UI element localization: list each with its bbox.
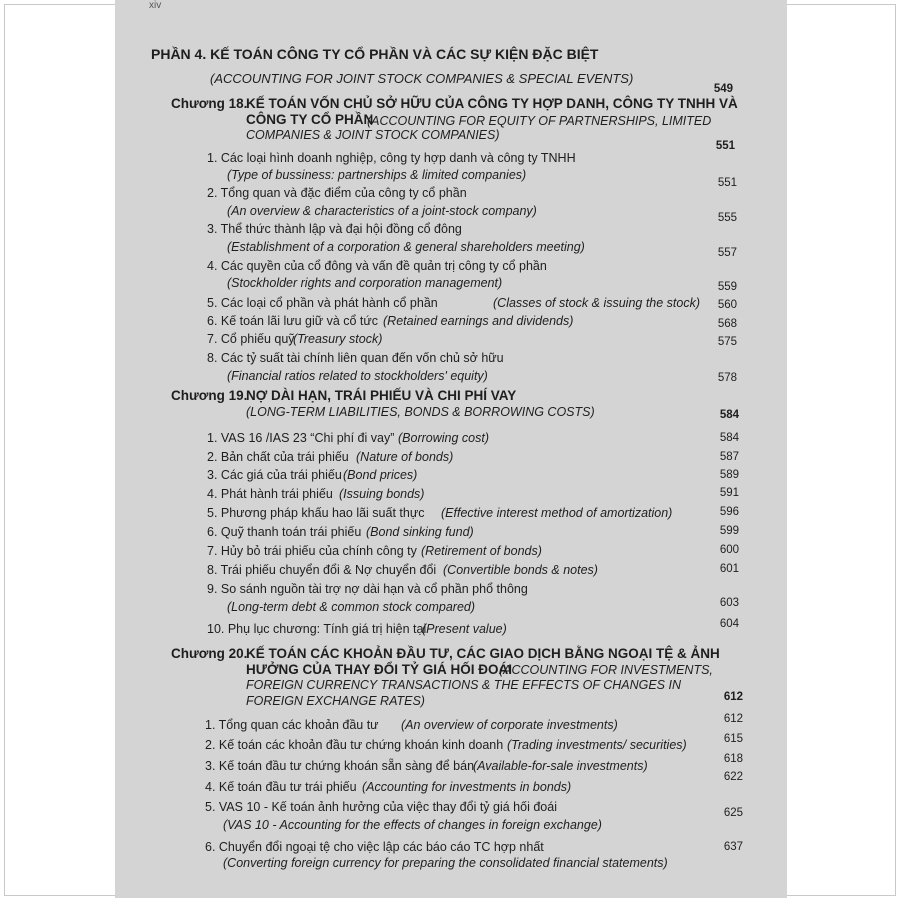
entry-page: 578: [717, 372, 737, 384]
entry-subtitle: (Stockholder rights and corporation management): [227, 276, 503, 290]
chapter-19-title-en: (LONG-TERM LIABILITIES, BONDS & BORROWING COSTS): [246, 405, 595, 419]
entry-subtitle: (Establishment of a corporation & general shareholders meeting): [227, 240, 585, 254]
entry-subtitle: (Issuing bonds): [339, 487, 425, 501]
chapter-18-title-line2: CÔNG TY CỔ PHẦN: [246, 112, 374, 127]
chapter-18-title-line1: KẾ TOÁN VỐN CHỦ SỞ HỮU CỦA CÔNG TY HỢP DANH, CÔNG TY TNHH VÀ: [246, 96, 738, 111]
entry-page: 555: [717, 212, 737, 224]
part-subtitle: (ACCOUNTING FOR JOINT STOCK COMPANIES & SPECIAL EVENTS): [210, 71, 634, 86]
entry-subtitle: (Type of bussiness: partnerships & limited companies): [227, 168, 527, 182]
entry-title: 7. Hủy bỏ trái phiếu của chính công ty: [207, 544, 417, 558]
chapter-18-page: 551: [715, 140, 735, 152]
entry-page: 600: [719, 544, 739, 556]
part-title: PHẦN 4. KẾ TOÁN CÔNG TY CỔ PHẦN VÀ CÁC SỰ KIỆN ĐẶC BIỆT: [151, 46, 599, 62]
entry-title: 6. Quỹ thanh toán trái phiếu: [207, 525, 362, 539]
entry-title: 4. Kế toán đầu tư trái phiếu: [205, 780, 357, 794]
entry-title: 3. Các giá của trái phiếu: [207, 468, 342, 482]
entry-page: 612: [723, 713, 743, 725]
entry-subtitle: (Borrowing cost): [398, 431, 489, 445]
entry-title: 8. Các tỷ suất tài chính liên quan đến vốn chủ sở hữu: [207, 351, 504, 365]
entry-subtitle: (Retirement of bonds): [421, 544, 542, 558]
chapter-19-title: NỢ DÀI HẠN, TRÁI PHIẾU VÀ CHI PHÍ VAY: [246, 388, 517, 403]
entry-title: 5. VAS 10 - Kế toán ảnh hưởng của việc thay đổi tỷ giá hối đoái: [205, 800, 557, 814]
entry-subtitle: (Converting foreign currency for preparing the consolidated financial statements): [223, 856, 668, 870]
entry-subtitle: (Nature of bonds): [356, 450, 454, 464]
entry-title: 4. Các quyền của cổ đông và vấn đề quản trị công ty cổ phần: [207, 259, 547, 273]
entry-title: 6. Kế toán lãi lưu giữ và cổ tức: [207, 314, 379, 328]
entry-title: 2. Tổng quan và đặc điểm của công ty cổ phần: [207, 186, 467, 200]
entry-title: 1. VAS 16 /IAS 23 “Chi phí đi vay”: [207, 431, 395, 445]
entry-page: 591: [719, 487, 739, 499]
entry-title: 1. Tổng quan các khoản đầu tư: [205, 718, 379, 732]
chapter-18-title-en-line1: (ACCOUNTING FOR EQUITY OF PARTNERSHIPS, LIMITED: [367, 114, 712, 128]
entry-page: 622: [723, 771, 743, 783]
entry-page: 589: [719, 469, 739, 481]
entry-page: 603: [719, 597, 739, 609]
chapter-18-title-en-line2: COMPANIES & JOINT STOCK COMPANIES): [246, 128, 500, 142]
entry-page: 599: [719, 525, 739, 537]
entry-title: 1. Các loại hình doanh nghiệp, công ty hợp danh và công ty TNHH: [207, 151, 576, 165]
entry-page: 560: [717, 299, 737, 311]
entry-subtitle: (Convertible bonds & notes): [443, 563, 598, 577]
entry-subtitle: (Accounting for investments in bonds): [362, 780, 572, 794]
entry-subtitle: (Bond prices): [343, 468, 418, 482]
entry-subtitle: (Long-term debt & common stock compared): [227, 600, 476, 614]
entry-subtitle: (Treasury stock): [293, 332, 383, 346]
entry-page: 575: [717, 336, 737, 348]
entry-subtitle: (Retained earnings and dividends): [383, 314, 574, 328]
entry-subtitle: (Effective interest method of amortization): [441, 506, 673, 520]
entry-subtitle: (Trading investments/ securities): [507, 738, 687, 752]
entry-page: 551: [717, 177, 737, 189]
entry-title: 7. Cổ phiếu quỹ: [207, 332, 295, 346]
entry-subtitle: (Available-for-sale investments): [473, 759, 648, 773]
entry-page: 637: [723, 841, 743, 853]
entry-subtitle: (Bond sinking fund): [366, 525, 474, 539]
entry-subtitle: (An overview of corporate investments): [401, 718, 618, 732]
entry-page: 596: [719, 506, 739, 518]
entry-page: 557: [717, 247, 737, 259]
entry-title: 3. Kế toán đầu tư chứng khoán sẵn sàng để bán: [205, 759, 475, 773]
entry-page: 604: [719, 618, 739, 630]
entry-title: 10. Phụ lục chương: Tính giá trị hiện tại: [207, 622, 427, 636]
entry-title: 5. Phương pháp khấu hao lãi suất thực: [207, 506, 425, 520]
chapter-20-title-line2: HƯỞNG CỦA THAY ĐỔI TỶ GIÁ HỐI ĐOÁI: [246, 662, 512, 677]
entry-title: 8. Trái phiếu chuyển đổi & Nợ chuyển đổi: [207, 563, 437, 577]
entry-page: 587: [719, 451, 739, 463]
chapter-20-label: Chương 20.: [171, 646, 248, 661]
chapter-20-title-en-line3: FOREIGN EXCHANGE RATES): [246, 694, 425, 708]
entry-page: 618: [723, 753, 743, 765]
entry-page: 568: [717, 318, 737, 330]
part-page: 549: [713, 83, 733, 95]
entry-subtitle: (An overview & characteristics of a joint-stock company): [227, 204, 537, 218]
entry-page: 559: [717, 281, 737, 293]
chapter-20-title-line1: KẾ TOÁN CÁC KHOẢN ĐẦU TƯ, CÁC GIAO DỊCH BẰNG NGOẠI TỆ & ẢNH: [246, 646, 720, 661]
chapter-20-title-en-line2: FOREIGN CURRENCY TRANSACTIONS & THE EFFECTS OF CHANGES IN: [246, 678, 681, 692]
entry-title: 5. Các loại cổ phần và phát hành cổ phần: [207, 296, 438, 310]
entry-page: 615: [723, 733, 743, 745]
entry-subtitle: (Present value): [422, 622, 507, 636]
entry-title: 6. Chuyển đổi ngoại tệ cho việc lập các báo cáo TC hợp nhất: [205, 840, 544, 854]
entry-page: 601: [719, 563, 739, 575]
chapter-19-label: Chương 19.: [171, 388, 248, 403]
entry-title: 2. Bản chất của trái phiếu: [207, 450, 349, 464]
entry-subtitle: (VAS 10 - Accounting for the effects of changes in foreign exchange): [223, 818, 602, 832]
chapter-20-title-en-line1: (ACCOUNTING FOR INVESTMENTS,: [499, 663, 713, 677]
entry-title: 4. Phát hành trái phiếu: [207, 487, 333, 501]
entry-subtitle: (Financial ratios related to stockholders' equity): [227, 369, 488, 383]
entry-title: 2. Kế toán các khoản đầu tư chứng khoán kinh doanh: [205, 738, 504, 752]
entry-page: 625: [723, 807, 743, 819]
entry-subtitle: (Classes of stock & issuing the stock): [493, 296, 701, 310]
book-page: [115, 0, 787, 898]
entry-title: 3. Thể thức thành lập và đại hội đồng cổ đông: [207, 222, 462, 236]
running-head: xiv: [149, 0, 162, 11]
entry-title: 9. So sánh nguồn tài trợ nợ dài hạn và cổ phần phổ thông: [207, 582, 528, 596]
entry-page: 584: [719, 432, 739, 444]
chapter-18-label: Chương 18.: [171, 96, 248, 111]
chapter-20-page: 612: [723, 691, 743, 703]
chapter-19-page: 584: [719, 409, 739, 421]
